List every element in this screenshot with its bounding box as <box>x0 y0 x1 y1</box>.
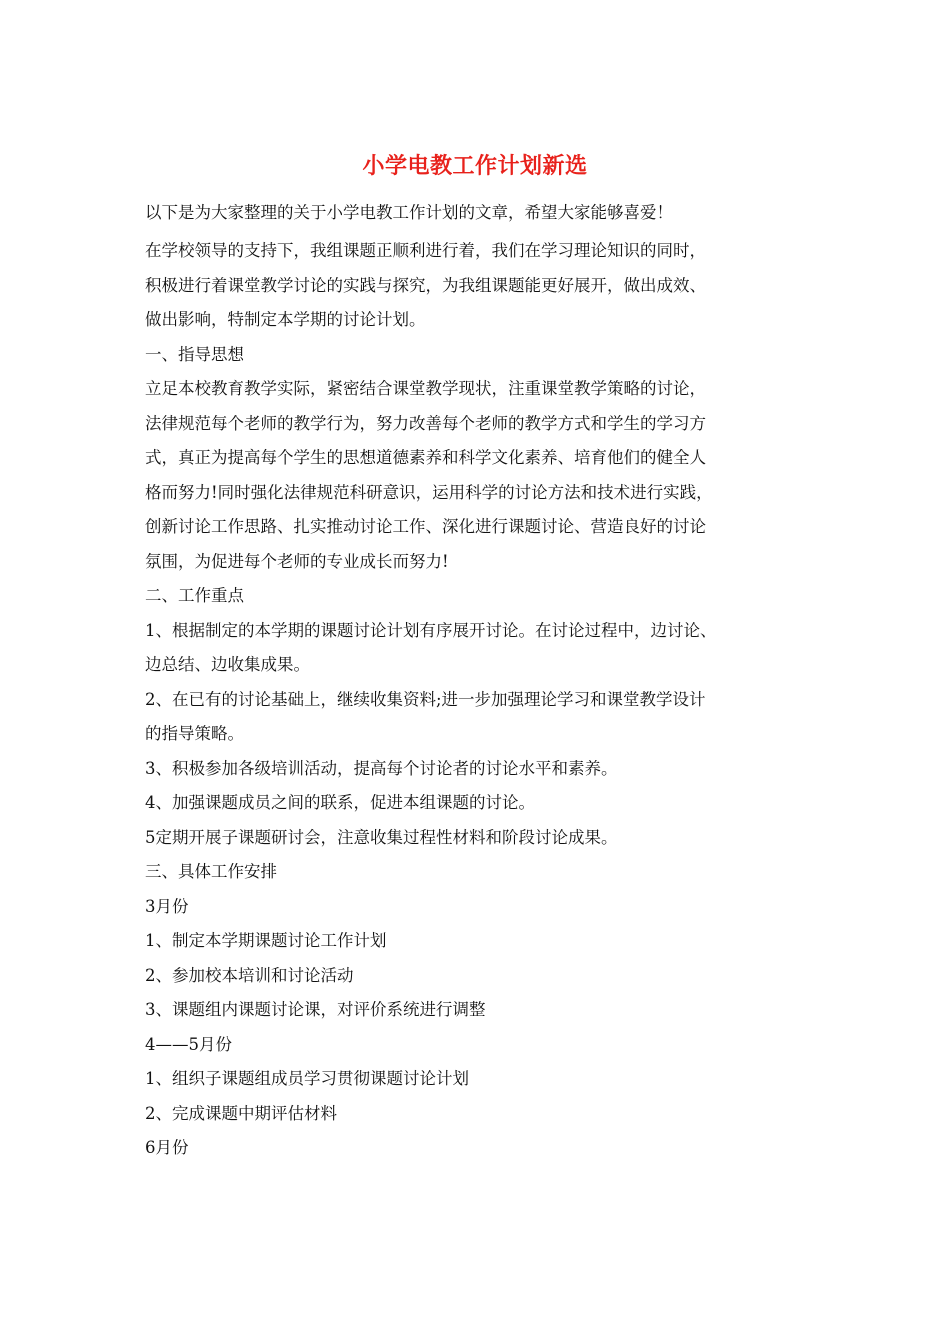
intro-text: 以下是为大家整理的关于小学电教工作计划的文章，希望大家能够喜爱！ <box>145 203 673 222</box>
section-heading: 三、具体工作安排 <box>145 862 277 881</box>
text-line: 在学校领导的支持下，我组课题正顺利进行着，我们在学习理论知识的同时， <box>145 241 706 260</box>
document-title: 小学电教工作计划新选 <box>362 154 588 179</box>
text-line: 6月份 <box>145 1138 189 1157</box>
text-line: 式，真正为提高每个学生的思想道德素养和科学文化素养、培育他们的健全人 <box>145 448 706 467</box>
text-line: 4、加强课题成员之间的联系，促进本组课题的讨论。 <box>145 793 535 812</box>
text-line: 立足本校教育教学实际，紧密结合课堂教学现状，注重课堂教学策略的讨论， <box>145 379 706 398</box>
text-line: 做出影响，特制定本学期的讨论计划。 <box>145 310 426 329</box>
text-line: 2、完成课题中期评估材料 <box>145 1103 337 1123</box>
text-line: 3月份 <box>145 896 189 916</box>
text-line: 3、课题组内课题讨论课，对评价系统进行调整 <box>145 1000 486 1019</box>
text-line: 2、在已有的讨论基础上，继续收集资料;进一步加强理论学习和课堂教学设计 <box>145 689 706 709</box>
text-line: 2、参加校本培训和讨论活动 <box>145 965 354 985</box>
section-heading: 一、指导思想 <box>145 344 244 364</box>
text-line: 法律规范每个老师的教学行为，努力改善每个老师的教学方式和学生的学习方 <box>145 413 706 433</box>
text-line: 的指导策略。 <box>145 724 244 743</box>
text-line: 创新讨论工作思路、扎实推动讨论工作、深化进行课题讨论、营造良好的讨论 <box>145 517 706 536</box>
text-line: 4——5月份 <box>145 1034 232 1054</box>
text-line: 积极进行着课堂教学讨论的实践与探究，为我组课题能更好展开，做出成效、 <box>145 275 706 295</box>
text-line: 1、根据制定的本学期的课题讨论计划有序展开讨论。在讨论过程中，边讨论、 <box>145 620 717 640</box>
text-line: 格而努力!同时强化法律规范科研意识，运用科学的讨论方法和技术进行实践， <box>145 482 713 502</box>
text-line: 3、积极参加各级培训活动，提高每个讨论者的讨论水平和素养。 <box>145 758 618 778</box>
document-body <box>145 232 815 1166</box>
text-line: 1、制定本学期课题讨论工作计划 <box>145 931 387 950</box>
text-line: 氛围，为促进每个老师的专业成长而努力! <box>145 551 449 571</box>
text-line: 1、组织子课题组成员学习贯彻课题讨论计划 <box>145 1069 469 1088</box>
text-line: 5定期开展子课题研讨会，注意收集过程性材料和阶段讨论成果。 <box>145 827 618 847</box>
text-line: 边总结、边收集成果。 <box>145 655 310 674</box>
section-heading: 二、工作重点 <box>145 586 244 605</box>
